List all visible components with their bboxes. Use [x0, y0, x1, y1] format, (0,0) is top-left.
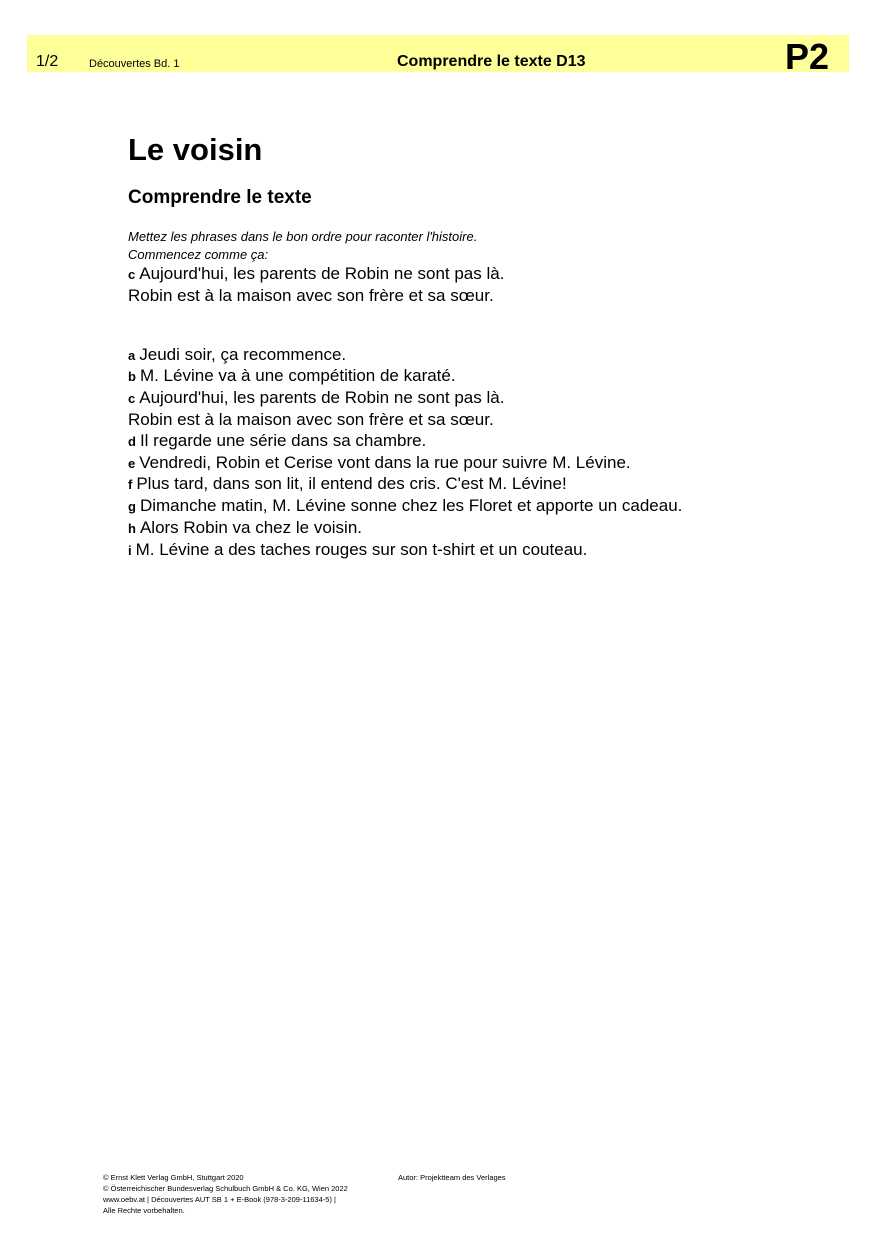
footer-line: © Österreichischer Bundesverlag Schulbuch GmbH & Co. KG, Wien 2022	[103, 1184, 348, 1193]
page-number: 1/2	[36, 53, 59, 70]
sentence-list	[128, 345, 828, 562]
header-bar	[27, 35, 849, 77]
footer-line: www.oebv.at | Découvertes AUT SB 1 + E-Book (978-3-209-11634-5) |	[103, 1195, 336, 1204]
list-item	[128, 496, 828, 518]
item-letter: g	[128, 499, 136, 515]
item-letter: d	[128, 433, 136, 449]
item-text: Jeudi soir, ça recommence.	[139, 344, 347, 364]
item-letter: e	[128, 455, 136, 471]
item-text: Aujourd'hui, les parents de Robin ne sont pas là.	[139, 264, 505, 283]
list-item	[128, 474, 828, 496]
item-text: Dimanche matin, M. Lévine sonne chez les Floret et apporte un cadeau.	[139, 496, 683, 516]
footer-line: Alle Rechte vorbehalten.	[103, 1206, 185, 1215]
item-letter: a	[128, 347, 136, 363]
book-title: Découvertes Bd. 1	[89, 58, 180, 70]
item-text: Plus tard, dans son lit, il entend des cris. C'est M. Lévine!	[136, 474, 567, 494]
item-letter: c	[128, 267, 136, 282]
worksheet-content	[128, 130, 828, 562]
footer-line: © Ernst Klett Verlag GmbH, Stuttgart 2020	[103, 1173, 244, 1182]
item-letter: f	[128, 477, 133, 493]
instructions	[128, 228, 828, 307]
list-item	[128, 518, 828, 540]
instruction-line: Commencez comme ça:	[128, 247, 269, 262]
item-letter: i	[128, 542, 132, 558]
item-letter: b	[128, 369, 136, 385]
list-item	[128, 453, 828, 475]
page-title: Le voisin	[128, 132, 263, 167]
item-text: M. Lévine a des taches rouges sur son t-shirt et un couteau.	[135, 539, 588, 559]
section-title: Comprendre le texte	[128, 187, 312, 208]
list-item	[128, 431, 828, 453]
item-text: M. Lévine va à une compétition de karaté.	[139, 366, 456, 386]
copyright-footer	[103, 1172, 348, 1216]
item-letter: c	[128, 391, 136, 407]
worksheet-code: P2	[785, 36, 830, 77]
list-item-continuation: Robin est à la maison avec son frère et sa sœur.	[128, 409, 494, 429]
list-item	[128, 540, 828, 562]
item-letter: h	[128, 520, 136, 536]
instruction-line: Mettez les phrases dans le bon ordre pour raconter l'histoire.	[128, 229, 478, 244]
item-text: Aujourd'hui, les parents de Robin ne sont pas là.	[139, 388, 505, 408]
author-footer: Autor: Projektteam des Verlages	[398, 1173, 506, 1182]
item-text: Alors Robin va chez le voisin.	[139, 517, 362, 537]
worksheet-title: Comprendre le texte D13	[397, 53, 586, 70]
example-continuation: Robin est à la maison avec son frère et sa sœur.	[128, 285, 494, 305]
list-item	[128, 388, 828, 410]
item-text: Vendredi, Robin et Cerise vont dans la rue pour suivre M. Lévine.	[139, 452, 631, 472]
example-line	[128, 264, 828, 286]
item-text: Il regarde une série dans sa chambre.	[139, 430, 427, 450]
list-item	[128, 366, 828, 388]
list-item	[128, 345, 828, 367]
